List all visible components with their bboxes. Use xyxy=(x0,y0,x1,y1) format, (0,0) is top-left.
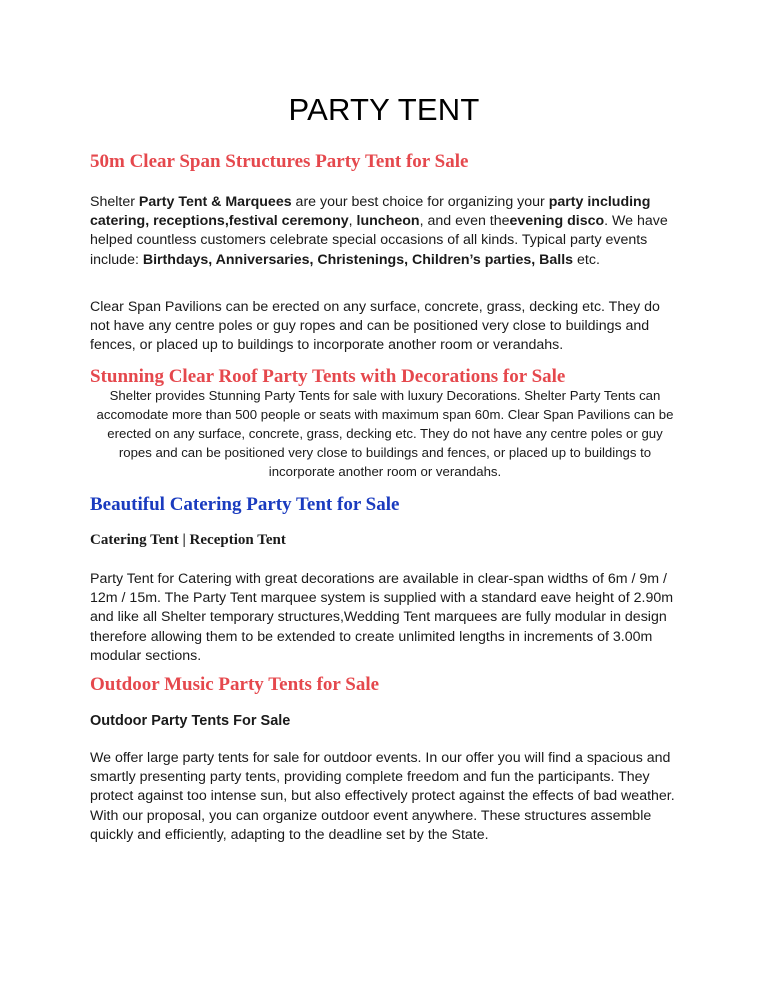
section-heading-stunning-clear-roof: Stunning Clear Roof Party Tents with Decorations for Sale xyxy=(90,366,566,387)
bold-text: evening disco xyxy=(509,213,605,230)
section-heading-outdoor-music: Outdoor Music Party Tents for Sale xyxy=(90,674,380,695)
text-run: , xyxy=(348,213,357,230)
paragraph-clear-span-pavilions: Clear Span Pavilions can be erected on any surface, concrete, grass, decking etc. They do not have any centre poles or guy ropes and can be positioned very close to buildings and fences, or placed up to buildings to incorporate another room or verandahs. xyxy=(90,299,660,354)
bold-text: party including catering, receptions,festival ceremony xyxy=(90,194,651,230)
subheading-outdoor-tents: Outdoor Party Tents For Sale xyxy=(90,713,291,729)
text-run: are your best choice for organizing your xyxy=(291,194,549,210)
text-run: , and even the xyxy=(419,213,510,230)
bold-text: luncheon xyxy=(356,213,420,230)
paragraph-catering: Party Tent for Catering with great decorations are available in clear-span widths of 6m / 9m / 12m / 15m. The Party Tent marquee system is supplied with a standard eave height of 2.90m and like all Shelter temporary structures,Wedding Tent marquees are fully modular in design therefore allowing them to be extended to create unlimited lengths in increments of 3.00m modular sections. xyxy=(90,571,674,664)
text-run: Shelter xyxy=(90,194,139,210)
bold-text: Party Tent & Marquees xyxy=(138,194,292,210)
section-heading-catering: Beautiful Catering Party Tent for Sale xyxy=(90,494,400,515)
paragraph-stunning-tents: Shelter provides Stunning Party Tents for sale with luxury Decorations. Shelter Party Tents can accomodate more than 500 people or seats with maximum span 60m. Clear Span Pavilions can be erected on any surface, concrete, grass, decking etc. They do not have any centre poles or guy ropes and can be positioned very close to buildings and fences, or placed up to buildings to incorporate another room or verandahs. xyxy=(96,388,674,479)
page-title: PARTY TENT xyxy=(288,92,480,127)
paragraph-outdoor: We offer large party tents for sale for outdoor events. In our offer you will find a spacious and smartly presenting party tents, providing complete freedom and fun the participants. They protect against too intense sun, but also effectively protect against the effects of bad weather. With our proposal, you can organize outdoor event anywhere. These structures assemble quickly and efficiently, adapting to the deadline set by the State. xyxy=(90,750,675,843)
section-heading-clear-span: 50m Clear Span Structures Party Tent for Sale xyxy=(90,151,469,172)
text-run: etc. xyxy=(573,251,600,268)
subheading-catering-reception: Catering Tent | Reception Tent xyxy=(90,532,286,548)
bold-text: Birthdays, Anniversaries, Christenings, Children’s parties, Balls xyxy=(142,251,574,268)
paragraph-intro xyxy=(90,193,680,270)
text-run: . We have helped countless customers celebrate special occasions of all kinds. Typical party events include: xyxy=(90,213,668,268)
